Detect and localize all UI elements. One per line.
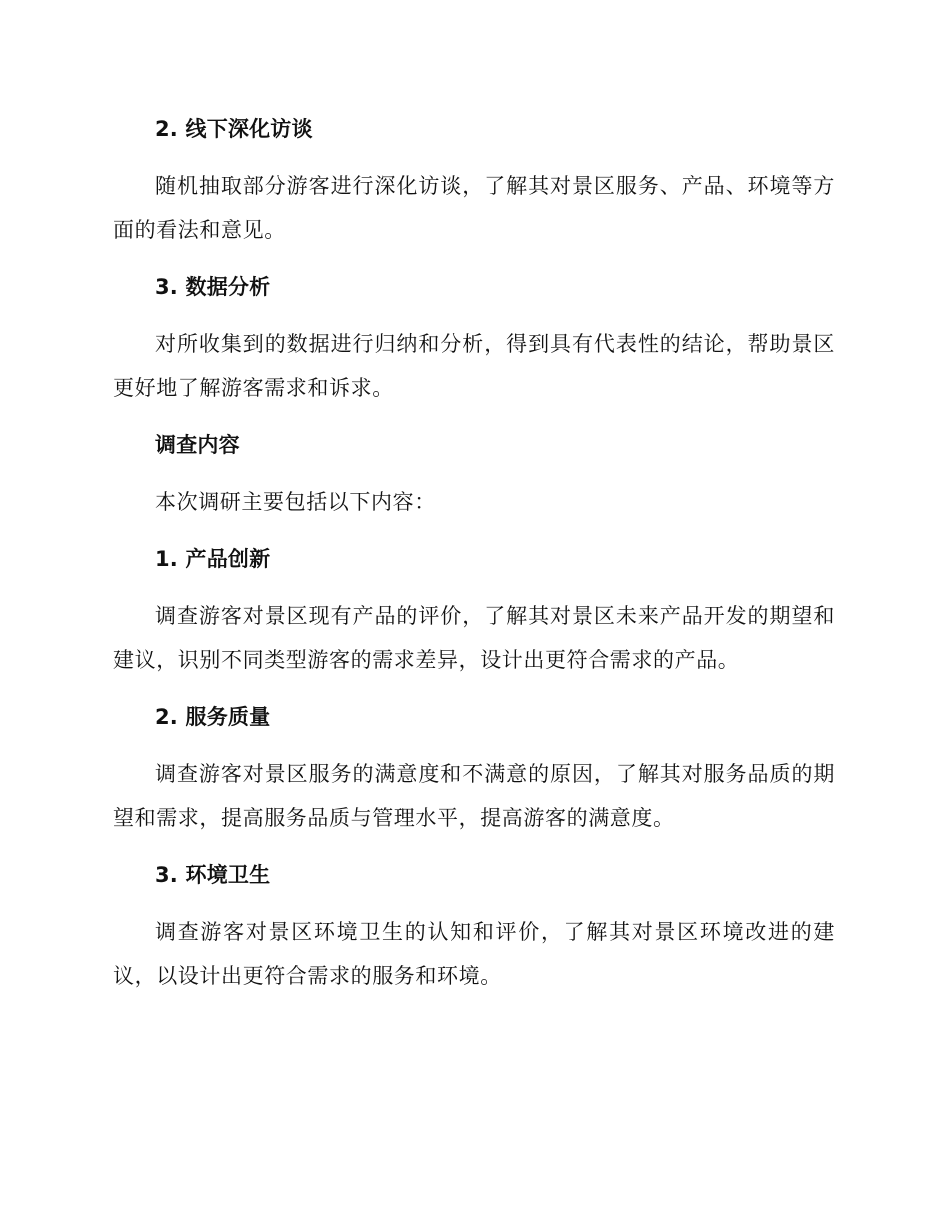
section-heading-environmental-hygiene: 3. 环境卫生: [155, 863, 271, 887]
paragraph-survey-intro: 本次调研主要包括以下内容：: [155, 490, 436, 514]
section-heading-service-quality: 2. 服务质量: [155, 705, 271, 729]
document-content: [113, 108, 835, 1012]
paragraph-product-innovation: 调查游客对景区现有产品的评价，了解其对景区未来产品开发的期望和建议，识别不同类型游客的需求差异，设计出更符合需求的产品。: [113, 604, 835, 672]
section-heading-offline-interview: 2. 线下深化访谈: [155, 117, 313, 141]
paragraph-offline-interview: 随机抽取部分游客进行深化访谈，了解其对景区服务、产品、环境等方面的看法和意见。: [113, 174, 835, 242]
paragraph-environmental-hygiene: 调查游客对景区环境卫生的认知和评价，了解其对景区环境改进的建议，以设计出更符合需求的服务和环境。: [113, 920, 835, 988]
paragraph-data-analysis: 对所收集到的数据进行归纳和分析，得到具有代表性的结论，帮助景区更好地了解游客需求和诉求。: [113, 332, 835, 400]
section-heading-survey-content: 调查内容: [155, 433, 240, 457]
section-heading-data-analysis: 3. 数据分析: [155, 275, 271, 299]
section-heading-product-innovation: 1. 产品创新: [155, 547, 271, 571]
paragraph-service-quality: 调查游客对景区服务的满意度和不满意的原因，了解其对服务品质的期望和需求，提高服务品质与管理水平，提高游客的满意度。: [113, 762, 835, 830]
